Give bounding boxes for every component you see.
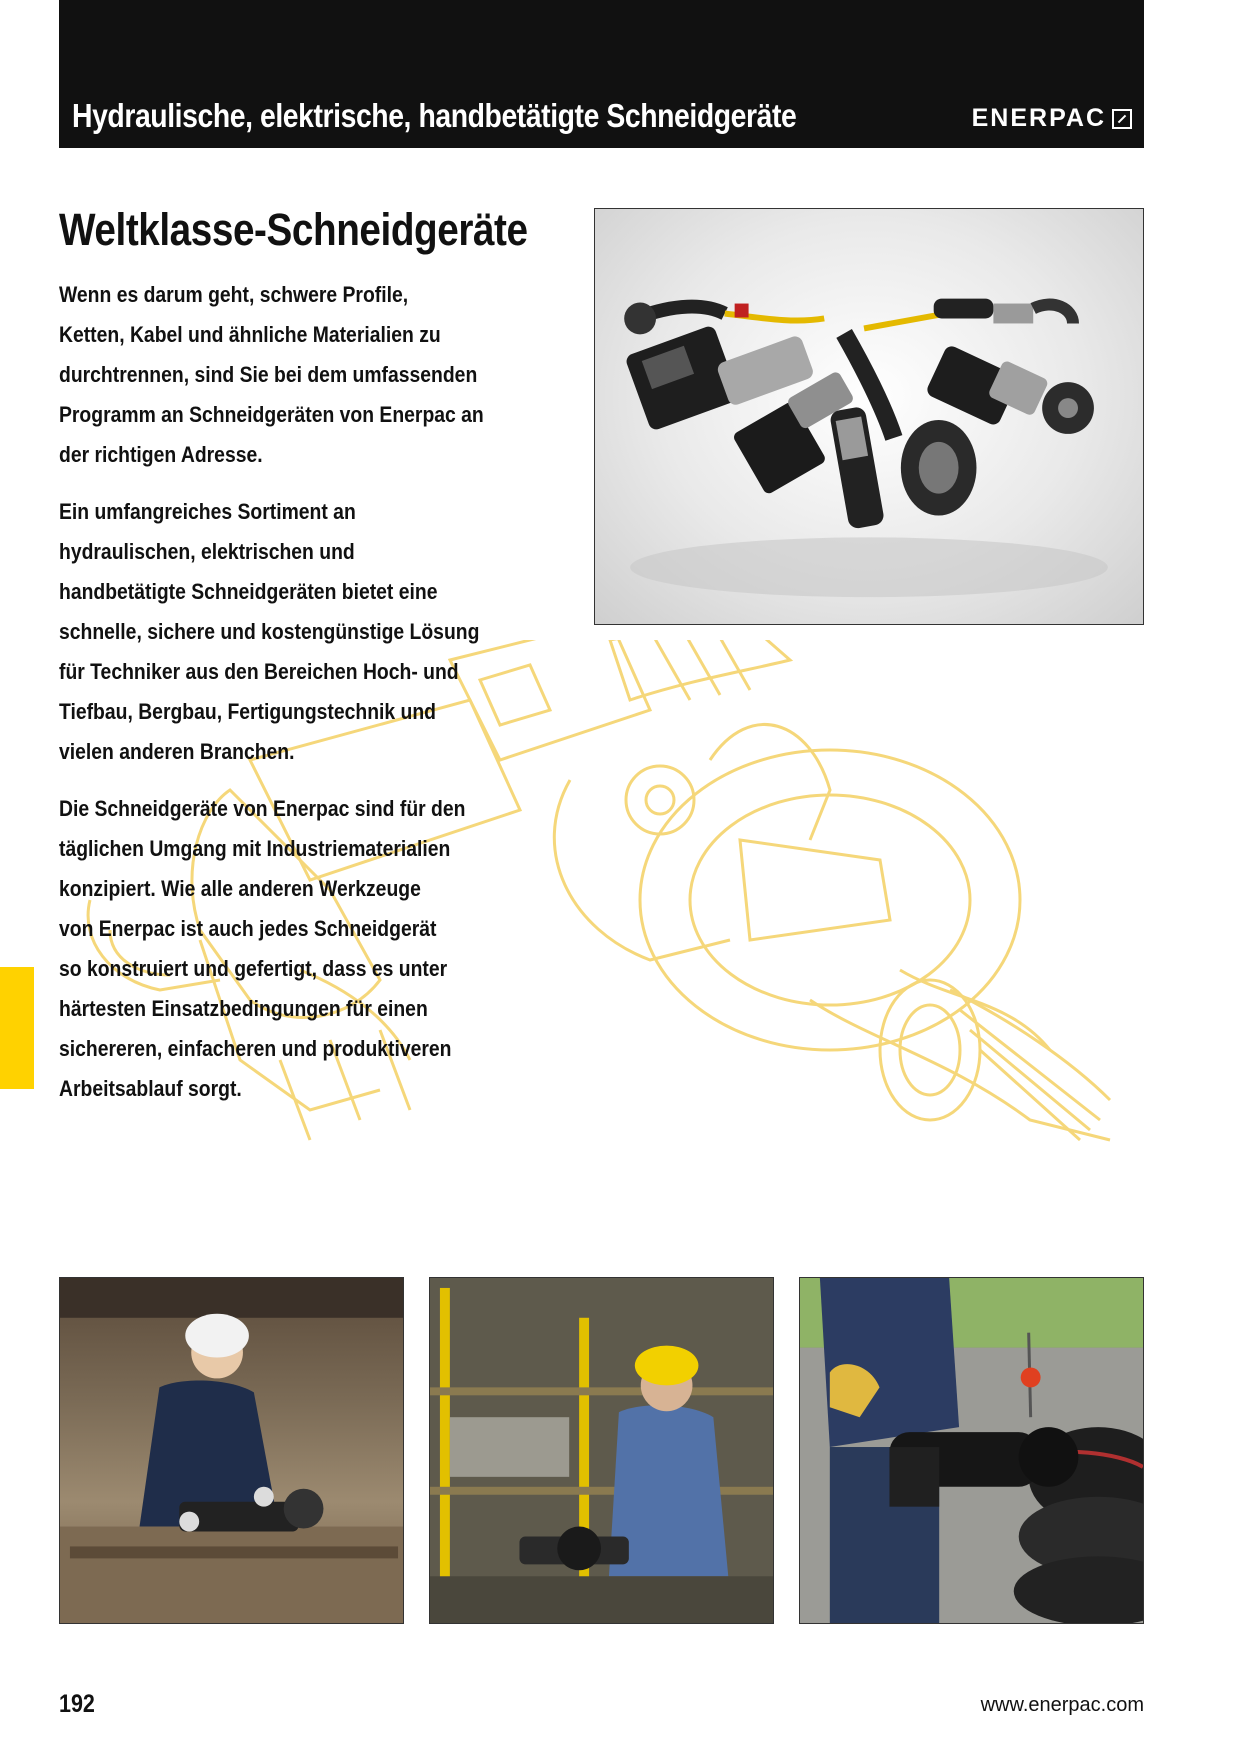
paragraph-1: Wenn es darum geht, schwere Profile, Ketten, Kabel und ähnliche Materialien zu durchtrennen, sind Sie bei dem umfassenden Programm an Schneidgeräten von Enerpac an der richtigen Adresse. bbox=[59, 282, 484, 467]
header-title: Hydraulische, elektrische, handbetätigte Schneidgeräte bbox=[72, 97, 797, 134]
page-number: 192 bbox=[59, 1690, 95, 1718]
website-url: www.enerpac.com bbox=[980, 1694, 1144, 1716]
worker-photo-warehouse bbox=[429, 1277, 774, 1624]
intro-text bbox=[59, 275, 541, 1126]
section-tab-marker bbox=[0, 967, 34, 1089]
product-lineup-photo bbox=[594, 208, 1144, 625]
worker-photo-workbench bbox=[59, 1277, 404, 1624]
paragraph-2: Ein umfangreiches Sortiment an hydraulischen, elektrischen und handbetätigte Schneidgeräten bietet eine schnelle, sichere und kostengünstige Lösung für Techniker aus den Bereichen Hoch- und Tiefbau, Bergbau, Fertigungstechnik und vielen anderen Branchen. bbox=[59, 499, 480, 764]
page-title: Weltklasse-Schneidgeräte bbox=[59, 204, 528, 255]
enerpac-logo bbox=[972, 104, 1132, 133]
page-header bbox=[59, 0, 1144, 148]
paragraph-3: Die Schneidgeräte von Enerpac sind für den täglichen Umgang mit Industriematerialien konzipiert. Wie alle anderen Werkzeuge von Enerpac ist auch jedes Schneidgerät so konstruiert und gefertigt, dass es unter härtesten Einsatzbedingungen für einen sichereren, einfacheren und produktiveren Arbeitsablauf sorgt. bbox=[59, 796, 466, 1101]
worker-photo-cable-cutting bbox=[799, 1277, 1144, 1624]
logo-text: ENERPAC bbox=[971, 104, 1106, 132]
logo-mark-icon bbox=[1112, 109, 1132, 129]
